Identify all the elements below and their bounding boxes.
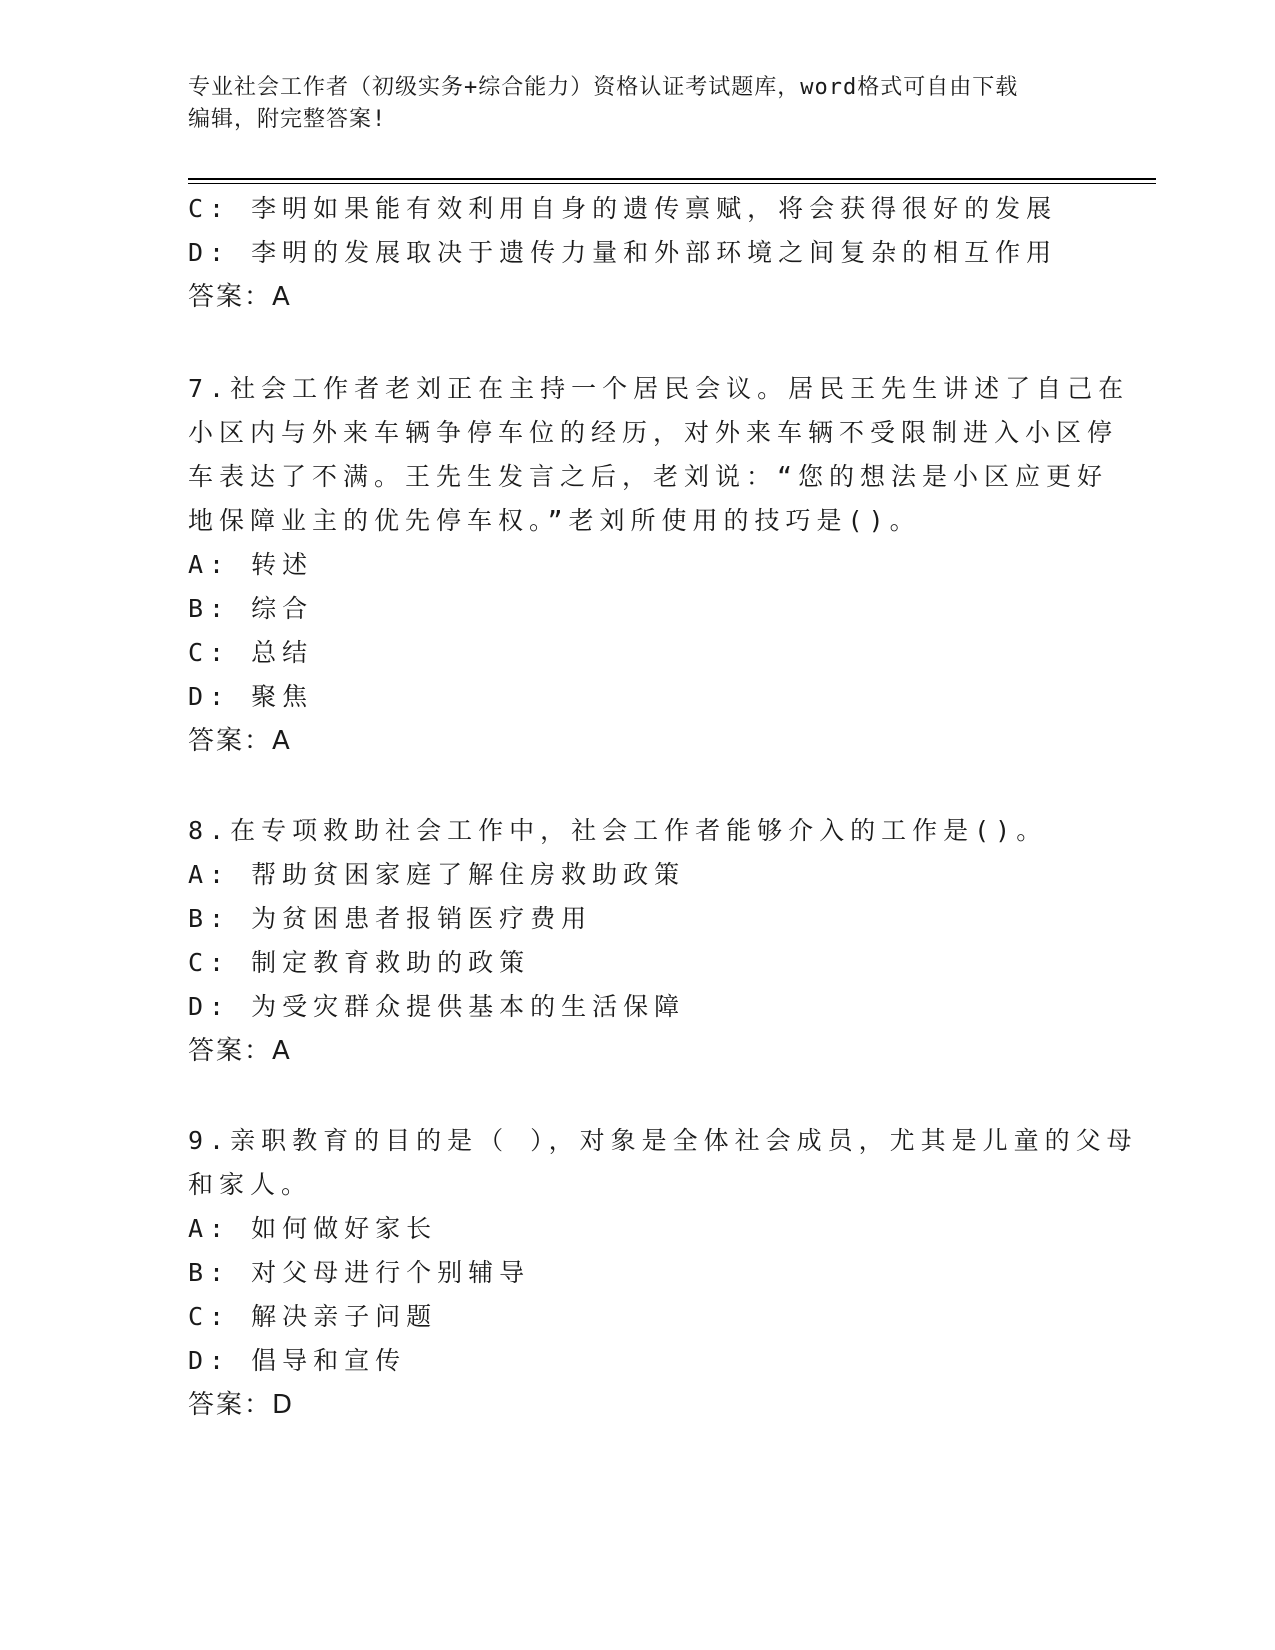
document-header xyxy=(188,72,1088,136)
q7-option-d: D: 聚焦 xyxy=(188,682,314,711)
q9-option-b: B: 对父母进行个别辅导 xyxy=(188,1258,531,1287)
q9-answer: 答案：D xyxy=(188,1390,295,1420)
q8-stem: 8.在专项救助社会工作中，社会工作者能够介入的工作是()。 xyxy=(188,816,1048,845)
q9-option-a: A: 如何做好家长 xyxy=(188,1214,438,1243)
q7-stem-line-2: 小区内与外来车辆争停车位的经历，对外来车辆不受限制进入小区停 xyxy=(188,418,1119,447)
q6-option-d: D: 李明的发展取决于遗传力量和外部环境之间复杂的相互作用 xyxy=(188,238,1058,267)
q7-stem-line-4: 地保障业主的优先停车权。”老刘所使用的技巧是()。 xyxy=(188,506,921,535)
q8-answer: 答案：A xyxy=(188,1036,292,1066)
q7-stem-line-1: 7.社会工作者老刘正在主持一个居民会议。居民王先生讲述了自己在 xyxy=(188,374,1130,403)
q8-option-b: B: 为贫困患者报销医疗费用 xyxy=(188,904,593,933)
q8-option-a: A: 帮助贫困家庭了解住房救助政策 xyxy=(188,860,686,889)
header-line-2: 编辑，附完整答案! xyxy=(188,107,387,132)
q7-option-a: A: 转述 xyxy=(188,550,314,579)
q7-option-c: C: 总结 xyxy=(188,638,314,667)
header-line-1: 专业社会工作者（初级实务+综合能力）资格认证考试题库，word格式可自由下载 xyxy=(188,75,1019,100)
q9-option-d: D: 倡导和宣传 xyxy=(188,1346,407,1375)
header-rule-thick xyxy=(188,178,1156,180)
q9-option-c: C: 解决亲子问题 xyxy=(188,1302,438,1331)
q9-stem-line-2: 和家人。 xyxy=(188,1170,313,1199)
q9-stem-line-1: 9.亲职教育的目的是（ ），对象是全体社会成员，尤其是儿童的父母 xyxy=(188,1126,1138,1155)
q6-option-c: C: 李明如果能有效利用自身的遗传禀赋，将会获得很好的发展 xyxy=(188,194,1058,223)
q8-option-c: C: 制定教育救助的政策 xyxy=(188,948,531,977)
q7-answer: 答案：A xyxy=(188,726,292,756)
q6-answer: 答案：A xyxy=(188,282,292,312)
header-rule-thin xyxy=(188,183,1156,184)
q8-option-d: D: 为受灾群众提供基本的生活保障 xyxy=(188,992,686,1021)
q7-stem-line-3: 车表达了不满。王先生发言之后，老刘说：“您的想法是小区应更好 xyxy=(188,462,1109,491)
q7-option-b: B: 综合 xyxy=(188,594,314,623)
